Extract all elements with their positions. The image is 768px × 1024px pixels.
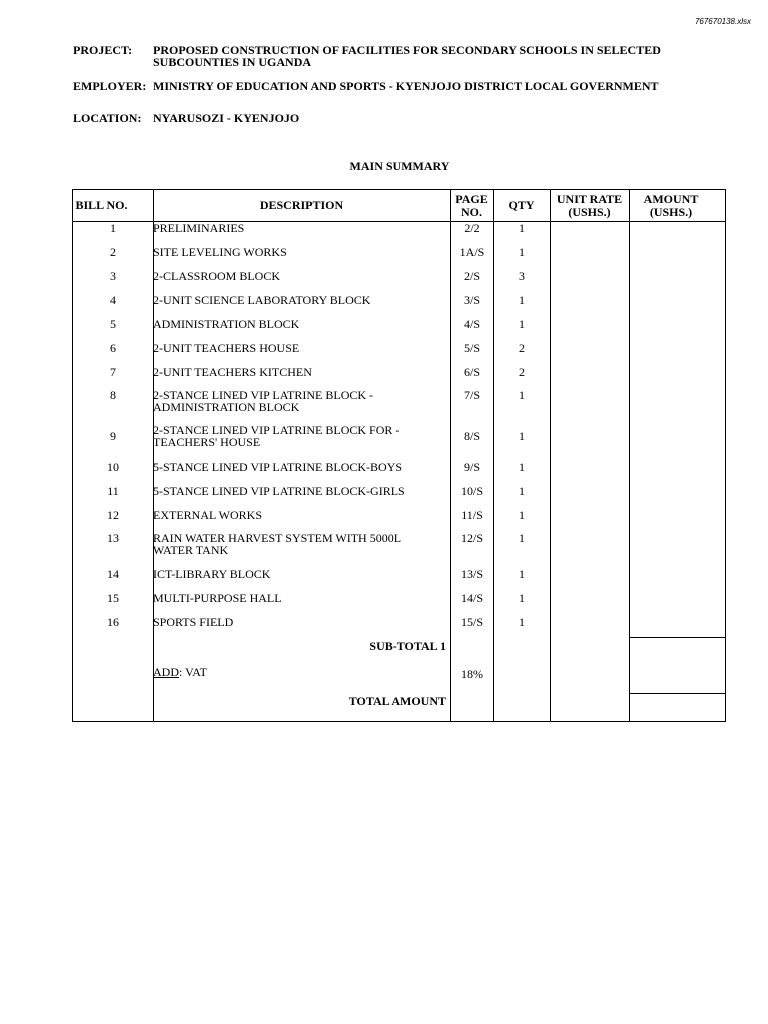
employer-value: MINISTRY OF EDUCATION AND SPORTS - KYENJOJO DISTRICT LOCAL GOVERNMENT: [153, 79, 659, 93]
qty-cell: 1: [519, 567, 525, 581]
qty-cell: 1: [519, 293, 525, 307]
description-cell: MULTI-PURPOSE HALL: [153, 591, 282, 605]
bill-no-cell: 8: [110, 388, 116, 402]
bill-no-cell: 10: [107, 460, 119, 474]
description-cell: SPORTS FIELD: [153, 615, 234, 629]
page-no-cell: 8/S: [463, 429, 480, 443]
qty-cell: 1: [519, 591, 525, 605]
bill-no-cell: 2: [110, 245, 116, 259]
project-label: PROJECT:: [73, 43, 133, 57]
page-no-cell: 3/S: [463, 293, 480, 307]
page-no-cell: 9/S: [463, 460, 480, 474]
bill-no-cell: 1: [110, 221, 116, 235]
page-no-cell: 15/S: [460, 615, 483, 629]
description-cell: 2-UNIT TEACHERS HOUSE: [153, 341, 300, 355]
vat-row-label: [153, 665, 207, 680]
description-cell: ADMINISTRATION BLOCK: [153, 317, 300, 331]
qty-cell: 1: [519, 429, 525, 443]
qty-cell: 3: [519, 269, 525, 283]
qty-cell: 2: [519, 365, 525, 379]
header-unit-rate: UNIT RATE (USHS.): [556, 191, 623, 219]
page-no-cell: 10/S: [460, 484, 483, 498]
qty-cell: 1: [519, 508, 525, 522]
bill-no-cell: 11: [107, 484, 119, 498]
bill-no-cell: 3: [110, 269, 116, 283]
qty-cell: 1: [519, 221, 525, 235]
employer-label: EMPLOYER:: [73, 79, 147, 93]
description-cell: 2-UNIT TEACHERS KITCHEN: [153, 365, 312, 379]
vat-add-label: ADD: [153, 665, 179, 679]
bill-no-cell: 15: [107, 591, 119, 605]
bill-no-cell: 16: [107, 615, 119, 629]
header-qty: QTY: [508, 198, 535, 212]
file-name: 767670138.xlsx: [694, 17, 751, 26]
page-no-cell: 12/S: [460, 531, 483, 545]
location-value: NYARUSOZI - KYENJOJO: [153, 111, 300, 125]
qty-cell: 1: [519, 460, 525, 474]
page-no-cell: 7/S: [463, 388, 480, 402]
vat-label: : VAT: [179, 665, 207, 679]
description-cell: 5-STANCE LINED VIP LATRINE BLOCK-BOYS: [153, 460, 403, 474]
description-cell: SITE LEVELING WORKS: [153, 245, 287, 259]
description-cell: RAIN WATER HARVEST SYSTEM WITH 5000L WATER TANK: [153, 531, 401, 557]
qty-cell: 1: [519, 317, 525, 331]
main-summary-title: MAIN SUMMARY: [349, 159, 450, 173]
amount-total-divider: [629, 693, 725, 694]
subtotal-label: SUB-TOTAL 1: [369, 639, 446, 653]
description-cell: 2-STANCE LINED VIP LATRINE BLOCK FOR - TEACHERS' HOUSE: [153, 423, 400, 449]
bill-no-cell: 14: [107, 567, 119, 581]
bill-no-cell: 7: [110, 365, 116, 379]
qty-cell: 1: [519, 615, 525, 629]
bill-no-cell: 4: [110, 293, 116, 307]
description-cell: 2-STANCE LINED VIP LATRINE BLOCK - ADMINISTRATION BLOCK: [153, 388, 374, 414]
description-cell: 2-UNIT SCIENCE LABORATORY BLOCK: [153, 293, 371, 307]
col-divider: [550, 190, 551, 721]
description-cell: 5-STANCE LINED VIP LATRINE BLOCK-GIRLS: [153, 484, 405, 498]
page-no-cell: 6/S: [463, 365, 480, 379]
bill-no-cell: 12: [107, 508, 119, 522]
summary-table: [72, 189, 726, 722]
header-amount: AMOUNT (USHS.): [643, 191, 699, 219]
amount-subtotal-divider: [629, 637, 725, 638]
header-bill-no: BILL NO.: [75, 198, 128, 212]
description-cell: ICT-LIBRARY BLOCK: [153, 567, 271, 581]
header-description: DESCRIPTION: [259, 198, 344, 212]
page-no-cell: 14/S: [460, 591, 483, 605]
description-cell: PRELIMINARIES: [153, 221, 245, 235]
project-value: PROPOSED CONSTRUCTION OF FACILITIES FOR SECONDARY SCHOOLS IN SELECTED SUBCOUNTIES IN UGANDA: [153, 43, 661, 69]
page-no-cell: 13/S: [460, 567, 483, 581]
qty-cell: 1: [519, 245, 525, 259]
qty-cell: 1: [519, 531, 525, 545]
vat-rate: 18%: [461, 667, 483, 681]
qty-cell: 1: [519, 388, 525, 402]
page-no-cell: 4/S: [463, 317, 480, 331]
bill-no-cell: 13: [107, 531, 119, 545]
page-no-cell: 11/S: [461, 508, 483, 522]
header-page-no: PAGE NO.: [455, 191, 488, 219]
qty-cell: 2: [519, 341, 525, 355]
description-cell: 2-CLASSROOM BLOCK: [153, 269, 281, 283]
bill-no-cell: 9: [110, 429, 116, 443]
page-no-cell: 2/2: [464, 221, 480, 235]
location-label: LOCATION:: [73, 111, 142, 125]
bill-no-cell: 6: [110, 341, 116, 355]
bill-no-cell: 5: [110, 317, 116, 331]
page-no-cell: 1A/S: [459, 245, 485, 259]
page-no-cell: 5/S: [463, 341, 480, 355]
page-no-cell: 2/S: [463, 269, 480, 283]
total-amount-label: TOTAL AMOUNT: [348, 694, 446, 708]
qty-cell: 1: [519, 484, 525, 498]
description-cell: EXTERNAL WORKS: [153, 508, 262, 522]
col-divider: [629, 190, 630, 721]
